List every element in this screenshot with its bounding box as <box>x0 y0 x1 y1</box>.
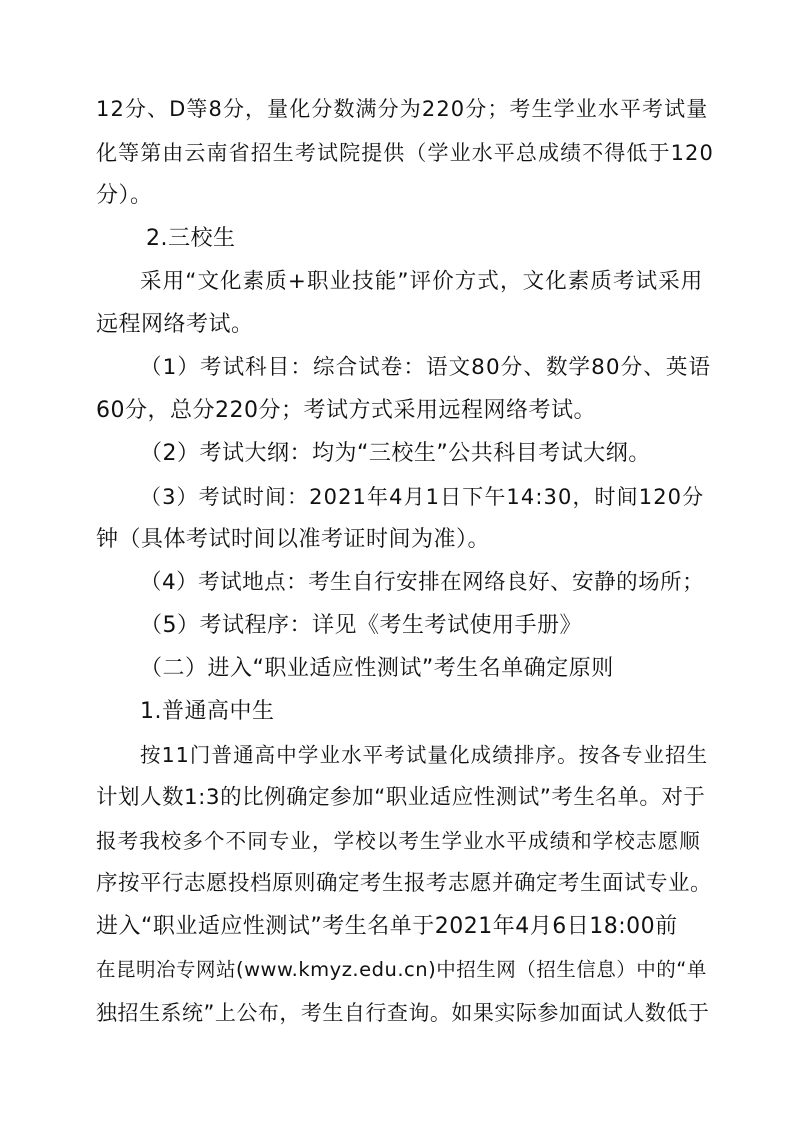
section-heading-pu-tong-gao-zhong-sheng: 1.普通高中生 <box>140 699 275 724</box>
text-line-13: （5）考试程序：详见《考生考试使用手册》 <box>140 613 582 638</box>
text-line-1: 12分、D等8分，量化分数满分为220分；考生学业水平考试量 <box>96 97 709 121</box>
text-line-10: （3）考试时间：2021年4月1日下午14:30，时间120分 <box>140 485 705 509</box>
text-line-11: 钟（具体考试时间以准考证时间为准）。 <box>96 527 491 552</box>
text-line-9: （2）考试大纲：均为“三校生”公共科目考试大纲。 <box>140 441 651 466</box>
text-line-8: 60分，总分220分；考试方式采用远程网络考试。 <box>96 398 596 423</box>
text-line-5: 采用“文化素质+职业技能”评价方式，文化素质考试采用 <box>140 269 704 294</box>
text-line-6: 远程网络考试。 <box>96 312 254 337</box>
text-line-20: 进入“职业适应性测试”考生名单于2021年4月6日18:00前 <box>96 914 678 939</box>
text-line-21: 在昆明冶专网站(www.kmyz.edu.cn)中招生网（招生信息）中的“单 <box>96 958 707 981</box>
text-line-2: 化等第由云南省招生考试院提供（学业水平总成绩不得低于120 <box>96 141 714 165</box>
section-heading-san-xiao-sheng: 2.三校生 <box>146 226 236 251</box>
text-line-19: 序按平行志愿投档原则确定考生报考志愿并确定考生面试专业。 <box>96 871 713 896</box>
section-heading-er: （二）进入“职业适应性测试”考生名单确定原则 <box>140 656 614 681</box>
text-line-16: 按11门普通高中学业水平考试量化成绩排序。按各专业招生 <box>140 743 709 767</box>
text-line-18: 报考我校多个不同专业，学校以考生学业水平成绩和学校志愿顺 <box>96 829 701 853</box>
text-line-3: 分）。 <box>96 183 153 208</box>
text-line-12: （4）考试地点：考生自行安排在网络良好、安静的场所； <box>140 570 705 595</box>
text-line-22: 独招生系统”上公布，考生自行查询。如果实际参加面试人数低于 <box>96 1001 710 1025</box>
text-line-7: （1）考试科目：综合试卷：语文80分、数学80分、英语 <box>140 355 712 380</box>
text-line-17: 计划人数1:3的比例确定参加“职业适应性测试”考生名单。对于 <box>96 785 706 810</box>
